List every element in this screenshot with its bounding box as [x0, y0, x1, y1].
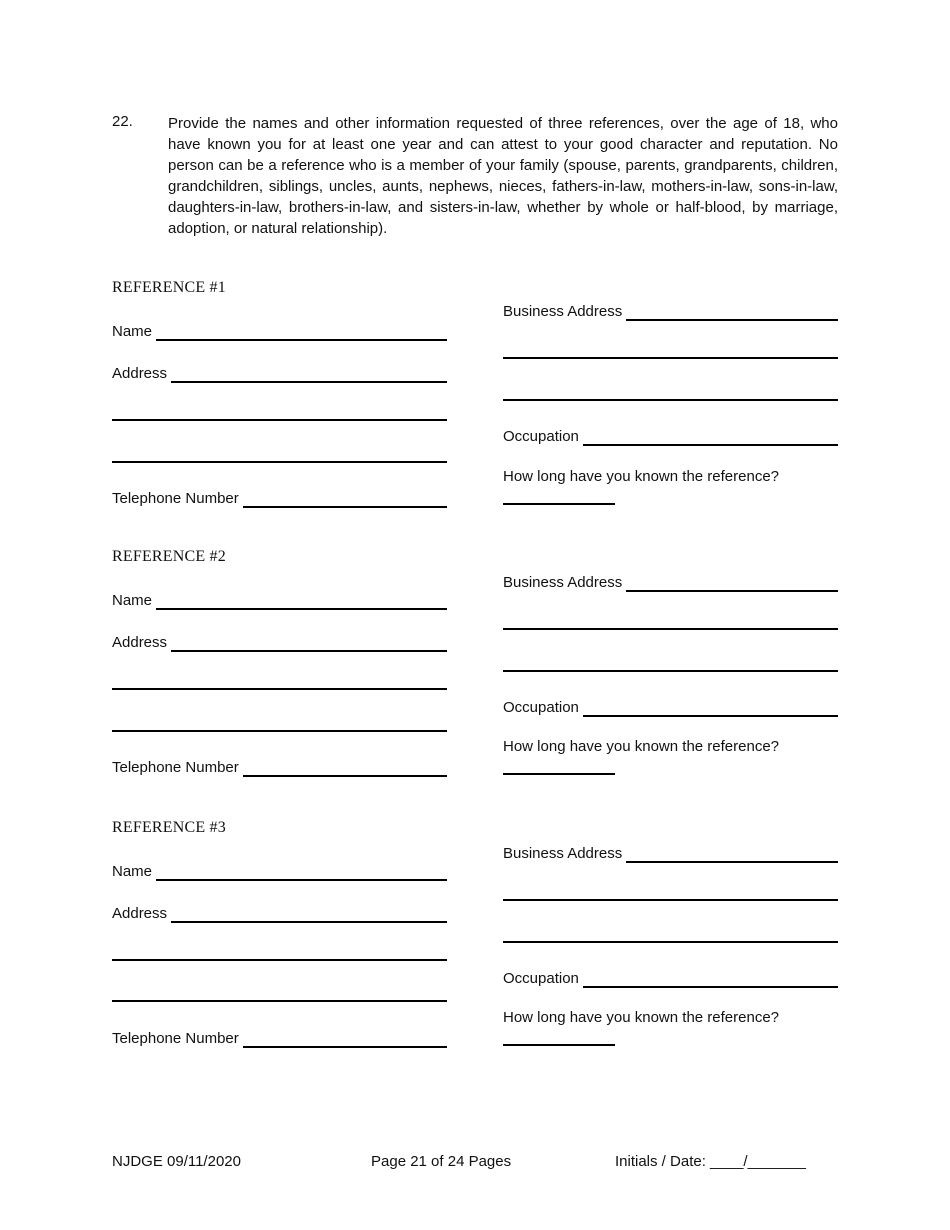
occupation-input-line[interactable]: [583, 428, 838, 446]
reference-2-address-line-3[interactable]: [112, 730, 447, 732]
reference-3-occupation-field[interactable]: [503, 966, 838, 988]
reference-3-heading: REFERENCE #3: [112, 819, 226, 836]
name-input-line[interactable]: [156, 592, 447, 610]
reference-3-how-long-input-line[interactable]: [503, 1044, 615, 1046]
reference-2-how-long-label: How long have you known the reference?: [503, 738, 780, 755]
reference-2-how-long-input-line[interactable]: [503, 773, 615, 775]
reference-2-telephone-field[interactable]: [112, 755, 447, 777]
reference-3-address-line-2[interactable]: [112, 959, 447, 961]
occupation-label: Occupation: [503, 699, 579, 716]
telephone-input-line[interactable]: [243, 759, 447, 777]
telephone-label: Telephone Number: [112, 1030, 239, 1047]
name-label: Name: [112, 323, 153, 340]
business-address-input-line[interactable]: [626, 574, 838, 592]
reference-1-name-field[interactable]: [112, 319, 447, 341]
reference-2-heading: REFERENCE #2: [112, 548, 226, 565]
telephone-label: Telephone Number: [112, 759, 239, 776]
occupation-label: Occupation: [503, 428, 579, 445]
occupation-label: Occupation: [503, 970, 579, 987]
business-address-input-line[interactable]: [626, 303, 838, 321]
reference-1-business-address-line-2[interactable]: [503, 357, 838, 359]
footer-initials-date: Initials / Date: ____/_______: [615, 1153, 806, 1170]
reference-3-business-address-line-3[interactable]: [503, 941, 838, 943]
reference-2-name-field[interactable]: [112, 588, 447, 610]
reference-1-how-long-label: How long have you known the reference?: [503, 468, 780, 485]
reference-1-address-line-2[interactable]: [112, 419, 447, 421]
reference-1-address-line-3[interactable]: [112, 461, 447, 463]
reference-1-address-field[interactable]: [112, 361, 447, 383]
question-number: 22.: [112, 113, 133, 130]
reference-1-occupation-field[interactable]: [503, 424, 838, 446]
reference-1-telephone-field[interactable]: [112, 486, 447, 508]
address-input-line[interactable]: [171, 634, 447, 652]
reference-1-business-address-field[interactable]: [503, 299, 838, 321]
reference-2-address-field[interactable]: [112, 630, 447, 652]
name-label: Name: [112, 863, 153, 880]
reference-2-occupation-field[interactable]: [503, 695, 838, 717]
occupation-input-line[interactable]: [583, 699, 838, 717]
address-input-line[interactable]: [171, 365, 447, 383]
business-address-label: Business Address: [503, 303, 623, 320]
address-label: Address: [112, 905, 168, 922]
occupation-input-line[interactable]: [583, 970, 838, 988]
address-label: Address: [112, 365, 168, 382]
name-label: Name: [112, 592, 153, 609]
reference-2-address-line-2[interactable]: [112, 688, 447, 690]
reference-3-address-field[interactable]: [112, 901, 447, 923]
reference-3-how-long-label: How long have you known the reference?: [503, 1009, 780, 1026]
reference-3-telephone-field[interactable]: [112, 1026, 447, 1048]
address-label: Address: [112, 634, 168, 651]
reference-2-business-address-line-3[interactable]: [503, 670, 838, 672]
business-address-label: Business Address: [503, 845, 623, 862]
business-address-input-line[interactable]: [626, 845, 838, 863]
reference-3-address-line-3[interactable]: [112, 1000, 447, 1002]
reference-3-business-address-field[interactable]: [503, 841, 838, 863]
reference-1-business-address-line-3[interactable]: [503, 399, 838, 401]
reference-3-name-field[interactable]: [112, 859, 447, 881]
reference-3-business-address-line-2[interactable]: [503, 899, 838, 901]
telephone-input-line[interactable]: [243, 1030, 447, 1048]
reference-1-heading: REFERENCE #1: [112, 279, 226, 296]
telephone-input-line[interactable]: [243, 490, 447, 508]
name-input-line[interactable]: [156, 323, 447, 341]
footer-page-number: Page 21 of 24 Pages: [371, 1153, 512, 1170]
name-input-line[interactable]: [156, 863, 447, 881]
reference-1-how-long-input-line[interactable]: [503, 503, 615, 505]
address-input-line[interactable]: [171, 905, 447, 923]
footer-form-id: NJDGE 09/11/2020: [112, 1153, 241, 1170]
question-text: Provide the names and other information requested of three references, over the age of 18, who have known you for at least one year and can attest to your good character and reputation. No person can be a reference who is a member of your family (spouse, parents, grandparents, children, grandchildren, siblings, uncles, aunts, nephews, nieces, fathers-in-law, mothers-in-law, sons-in-law, daughters-in-law, brothers-in-law, and sisters-in-law, whether by whole or half-blood, by marriage, adoption, or natural relationship).: [168, 115, 838, 237]
business-address-label: Business Address: [503, 574, 623, 591]
reference-2-business-address-line-2[interactable]: [503, 628, 838, 630]
telephone-label: Telephone Number: [112, 490, 239, 507]
reference-2-business-address-field[interactable]: [503, 570, 838, 592]
